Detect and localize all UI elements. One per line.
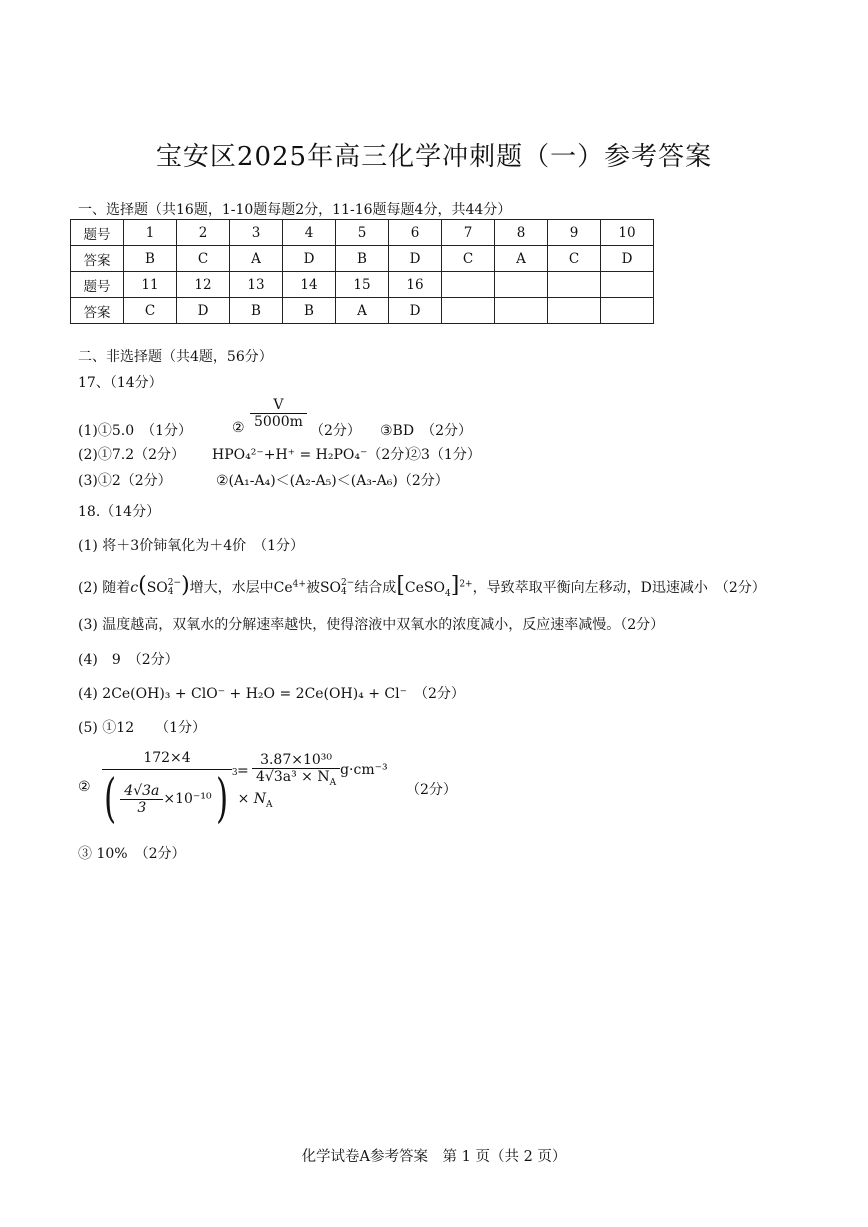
table-cell: D [389, 246, 442, 272]
q17-line1-b-prefix: ② [232, 420, 245, 436]
page-footer: 化学试卷A参考答案 第 1 页（共 2 页） [301, 1149, 567, 1165]
density-denominator: ( $\frac{4√3a}{3}$ ×10⁻¹⁰) $^3\times N_A$ [104, 768, 273, 829]
complex-formula: CeSO [404, 580, 445, 596]
fraction-denominator: 5000m [254, 414, 303, 430]
section1-heading: 一、选择题（共16题，1-10题每题2分，11-16题每题4分，共44分） [78, 202, 512, 218]
result-denominator: $4√3a^3 \times N_A$ [256, 769, 337, 788]
table-cell: 16 [389, 272, 442, 298]
table-cell: 9 [548, 220, 601, 246]
table-cell: 11 [124, 272, 177, 298]
density-unit: g·cm⁻³ [340, 761, 388, 778]
table-cell: B [336, 246, 389, 272]
q17-line2-c: ②3（1分） [407, 447, 481, 463]
page-title: 宝安区2025年高三化学冲刺题（一）参考答案 [155, 142, 713, 172]
table-cell: 5 [336, 220, 389, 246]
line-text: 结合成 [354, 580, 397, 596]
table-cell: C [177, 246, 230, 272]
q17-line3-a: (3)①2（2分） [78, 473, 172, 489]
q18-line1: (1) 将＋3价铈氧化为＋4价 （1分） [78, 538, 305, 554]
table-cell [495, 272, 548, 298]
q17-line1-b-score: （2分） [310, 423, 361, 439]
inner-numerator: 4√3a [120, 783, 163, 800]
q17-line1-c: ③BD （2分） [380, 423, 472, 439]
sulfate-formula: SO [146, 580, 168, 596]
table-cell: 2 [177, 220, 230, 246]
table-cell: 8 [495, 220, 548, 246]
table-cell: D [283, 246, 336, 272]
table-cell [442, 272, 495, 298]
table-cell: 15 [336, 272, 389, 298]
q17-line1-a: (1)①5.0 （1分） [78, 423, 193, 439]
table-cell: 13 [230, 272, 283, 298]
table-cell: D [389, 298, 442, 324]
line-text: 增大，水层中 [189, 580, 274, 596]
q18-heading: 18.（14分） [78, 504, 161, 520]
answer-table [70, 219, 654, 324]
table-row [71, 298, 654, 324]
table-cell [548, 298, 601, 324]
table-cell [442, 298, 495, 324]
table-row [71, 272, 654, 298]
table-cell: C [548, 246, 601, 272]
fraction-numerator: V [250, 397, 307, 414]
q17-heading: 17、（14分） [78, 375, 163, 391]
q18-line7-prefix: ② [78, 779, 91, 795]
row-label: 答案 [71, 298, 124, 324]
q18-line5: (4) 2Ce(OH)₃ + ClO⁻ + H₂O = 2Ce(OH)₄ + Cl⁻ （2分） [78, 686, 465, 702]
q17-line2-a: (2)①7.2（2分） [78, 447, 186, 463]
row-label: 答案 [71, 246, 124, 272]
table-cell: 3 [230, 220, 283, 246]
table-cell [548, 272, 601, 298]
cube-exponent: 3 [231, 768, 238, 778]
row-label: 题号 [71, 272, 124, 298]
row-label: 题号 [71, 220, 124, 246]
q17-line2-b: HPO₄²⁻+H⁺ = H₂PO₄⁻（2分） [212, 447, 419, 463]
table-cell [495, 298, 548, 324]
table-cell: 14 [283, 272, 336, 298]
result-numerator: 3.87×10³⁰ [252, 752, 340, 769]
table-cell: A [230, 246, 283, 272]
q18-line7-score: （2分） [406, 782, 457, 798]
table-cell: A [495, 246, 548, 272]
q18-line2: (2) 随着c(SO 2− 4 )增大，水层中$Ce^{4+}$被SO 2− 4 结合成[CeSO$_4$]$^{2+}$，导致萃取平衡向左移动，D迅速减小 （2分） [78, 573, 766, 599]
table-cell: B [230, 298, 283, 324]
section2-heading: 二、非选择题（共4题，56分） [78, 349, 273, 365]
table-cell: 4 [283, 220, 336, 246]
q17-line3-b: ②(A₁-A₄)＜(A₂-A₅)＜(A₃-A₆)（2分） [216, 473, 449, 489]
equals-sign: = [237, 763, 249, 779]
avogadro: × N [237, 791, 267, 807]
table-cell: 12 [177, 272, 230, 298]
q18-line8: ③ 10% （2分） [78, 846, 186, 862]
table-cell: B [283, 298, 336, 324]
line-text: ，导致萃取平衡向左移动，D迅速减小 （2分） [472, 580, 766, 596]
table-row [71, 220, 654, 246]
table-cell: 10 [601, 220, 654, 246]
table-cell: 7 [442, 220, 495, 246]
table-cell [601, 272, 654, 298]
cerium-ion: Ce [273, 580, 293, 596]
line-text: 被 [305, 580, 320, 596]
inner-tail: ×10⁻¹⁰ [163, 791, 212, 807]
table-cell: 1 [124, 220, 177, 246]
table-cell: D [177, 298, 230, 324]
table-cell: D [601, 246, 654, 272]
table-cell: C [442, 246, 495, 272]
q17-fraction [250, 397, 307, 430]
q18-line3: (3) 温度越高，双氧水的分解速率越快，使得溶液中双氧水的浓度减小，反应速率减慢。（2分） [78, 617, 665, 633]
q18-line6: (5) ①12 （1分） [78, 720, 207, 736]
density-numerator: 172×4 [102, 750, 232, 770]
table-cell: 6 [389, 220, 442, 246]
conc-symbol: c [130, 580, 139, 596]
inner-denominator: 3 [137, 799, 147, 816]
density-result [252, 752, 388, 788]
line-prefix: (2) 随着 [78, 580, 131, 596]
table-row [71, 246, 654, 272]
sulfate-formula: SO [319, 580, 342, 596]
table-cell: A [336, 298, 389, 324]
table-cell: C [124, 298, 177, 324]
table-cell [601, 298, 654, 324]
q18-line4: (4) 9 （2分） [78, 652, 179, 668]
table-cell: B [124, 246, 177, 272]
